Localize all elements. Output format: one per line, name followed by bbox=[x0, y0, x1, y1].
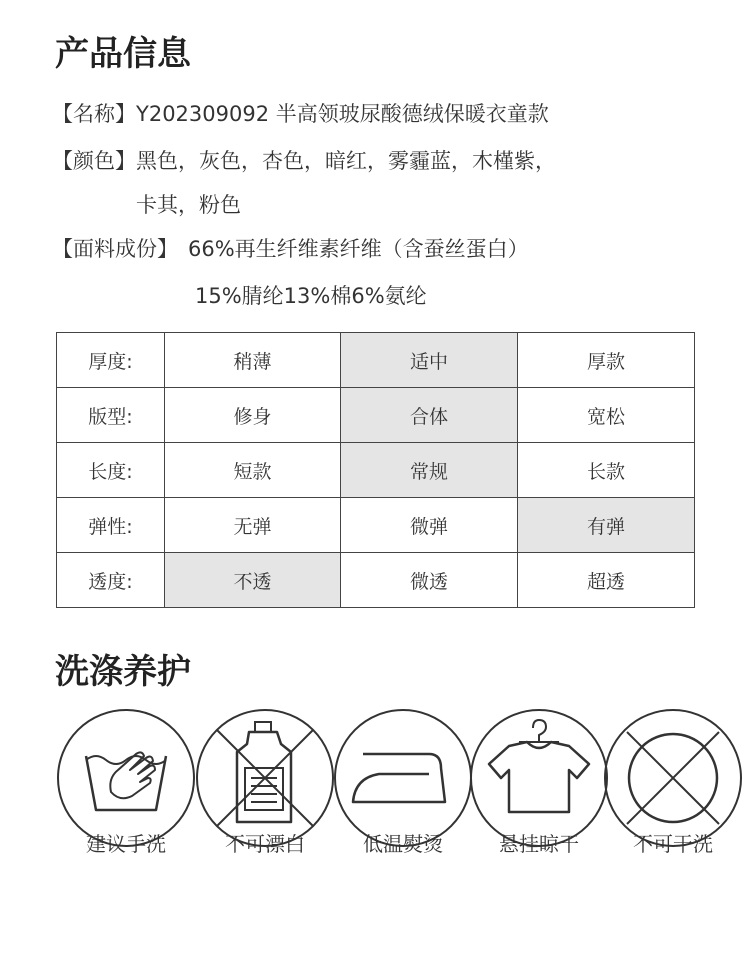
attribute-option-selected: 适中 bbox=[341, 333, 518, 388]
attribute-label: 弹性: bbox=[57, 498, 165, 553]
attribute-option-selected: 有弹 bbox=[518, 498, 695, 553]
color-row bbox=[52, 146, 556, 176]
care-label-hang-dry: 悬挂晾干 bbox=[499, 832, 579, 856]
no-bleach-icon bbox=[195, 708, 335, 848]
attribute-option: 微弹 bbox=[341, 498, 518, 553]
hand-wash-icon bbox=[56, 708, 196, 848]
name-label: 【名称】 bbox=[52, 102, 136, 126]
attribute-option: 超透 bbox=[518, 553, 695, 608]
care-label-no-bleach: 不可漂白 bbox=[225, 832, 305, 856]
care-item-hand-wash bbox=[56, 708, 196, 868]
care-item-low-iron bbox=[333, 708, 473, 868]
attribute-option: 宽松 bbox=[518, 388, 695, 443]
fabric-row bbox=[52, 234, 529, 264]
attribute-table bbox=[56, 332, 695, 608]
attribute-label: 版型: bbox=[57, 388, 165, 443]
fabric-label: 【面料成份】 bbox=[52, 237, 178, 261]
care-label-no-dry-clean: 不可干洗 bbox=[633, 832, 713, 856]
attribute-option: 微透 bbox=[341, 553, 518, 608]
attribute-option: 短款 bbox=[165, 443, 341, 498]
attribute-row bbox=[57, 553, 695, 608]
hang-dry-icon bbox=[469, 708, 609, 848]
attribute-row bbox=[57, 333, 695, 388]
attribute-option: 无弹 bbox=[165, 498, 341, 553]
attribute-option-selected: 常规 bbox=[341, 443, 518, 498]
no-dry-clean-icon bbox=[603, 708, 743, 848]
product-info-heading: 产品信息 bbox=[55, 34, 191, 74]
attribute-row bbox=[57, 498, 695, 553]
name-row bbox=[52, 99, 549, 129]
care-item-no-dry-clean bbox=[603, 708, 743, 868]
attribute-option: 稍薄 bbox=[165, 333, 341, 388]
color-value: 黑色，灰色，杏色，暗红，雾霾蓝，木槿紫， bbox=[136, 149, 556, 173]
attribute-option-selected: 合体 bbox=[341, 388, 518, 443]
care-heading: 洗涤养护 bbox=[55, 652, 191, 692]
attribute-row bbox=[57, 443, 695, 498]
name-value: Y202309092 半高领玻尿酸德绒保暖衣童款 bbox=[136, 102, 549, 126]
attribute-option: 修身 bbox=[165, 388, 341, 443]
attribute-option: 长款 bbox=[518, 443, 695, 498]
fabric-value-continued: 15%腈纶13%棉6%氨纶 bbox=[195, 284, 427, 308]
attribute-option-selected: 不透 bbox=[165, 553, 341, 608]
color-label: 【颜色】 bbox=[52, 149, 136, 173]
fabric-value: 66%再生纤维素纤维（含蚕丝蛋白） bbox=[188, 237, 529, 261]
care-label-low-iron: 低温熨烫 bbox=[363, 832, 443, 856]
attribute-row bbox=[57, 388, 695, 443]
care-label-hand-wash: 建议手洗 bbox=[86, 832, 166, 856]
color-value-continued: 卡其，粉色 bbox=[136, 193, 241, 217]
attribute-label: 厚度: bbox=[57, 333, 165, 388]
attribute-label: 长度: bbox=[57, 443, 165, 498]
attribute-option: 厚款 bbox=[518, 333, 695, 388]
care-icons-row bbox=[0, 708, 750, 868]
low-iron-icon bbox=[333, 708, 473, 848]
care-item-no-bleach bbox=[195, 708, 335, 868]
attribute-label: 透度: bbox=[57, 553, 165, 608]
care-item-hang-dry bbox=[469, 708, 609, 868]
